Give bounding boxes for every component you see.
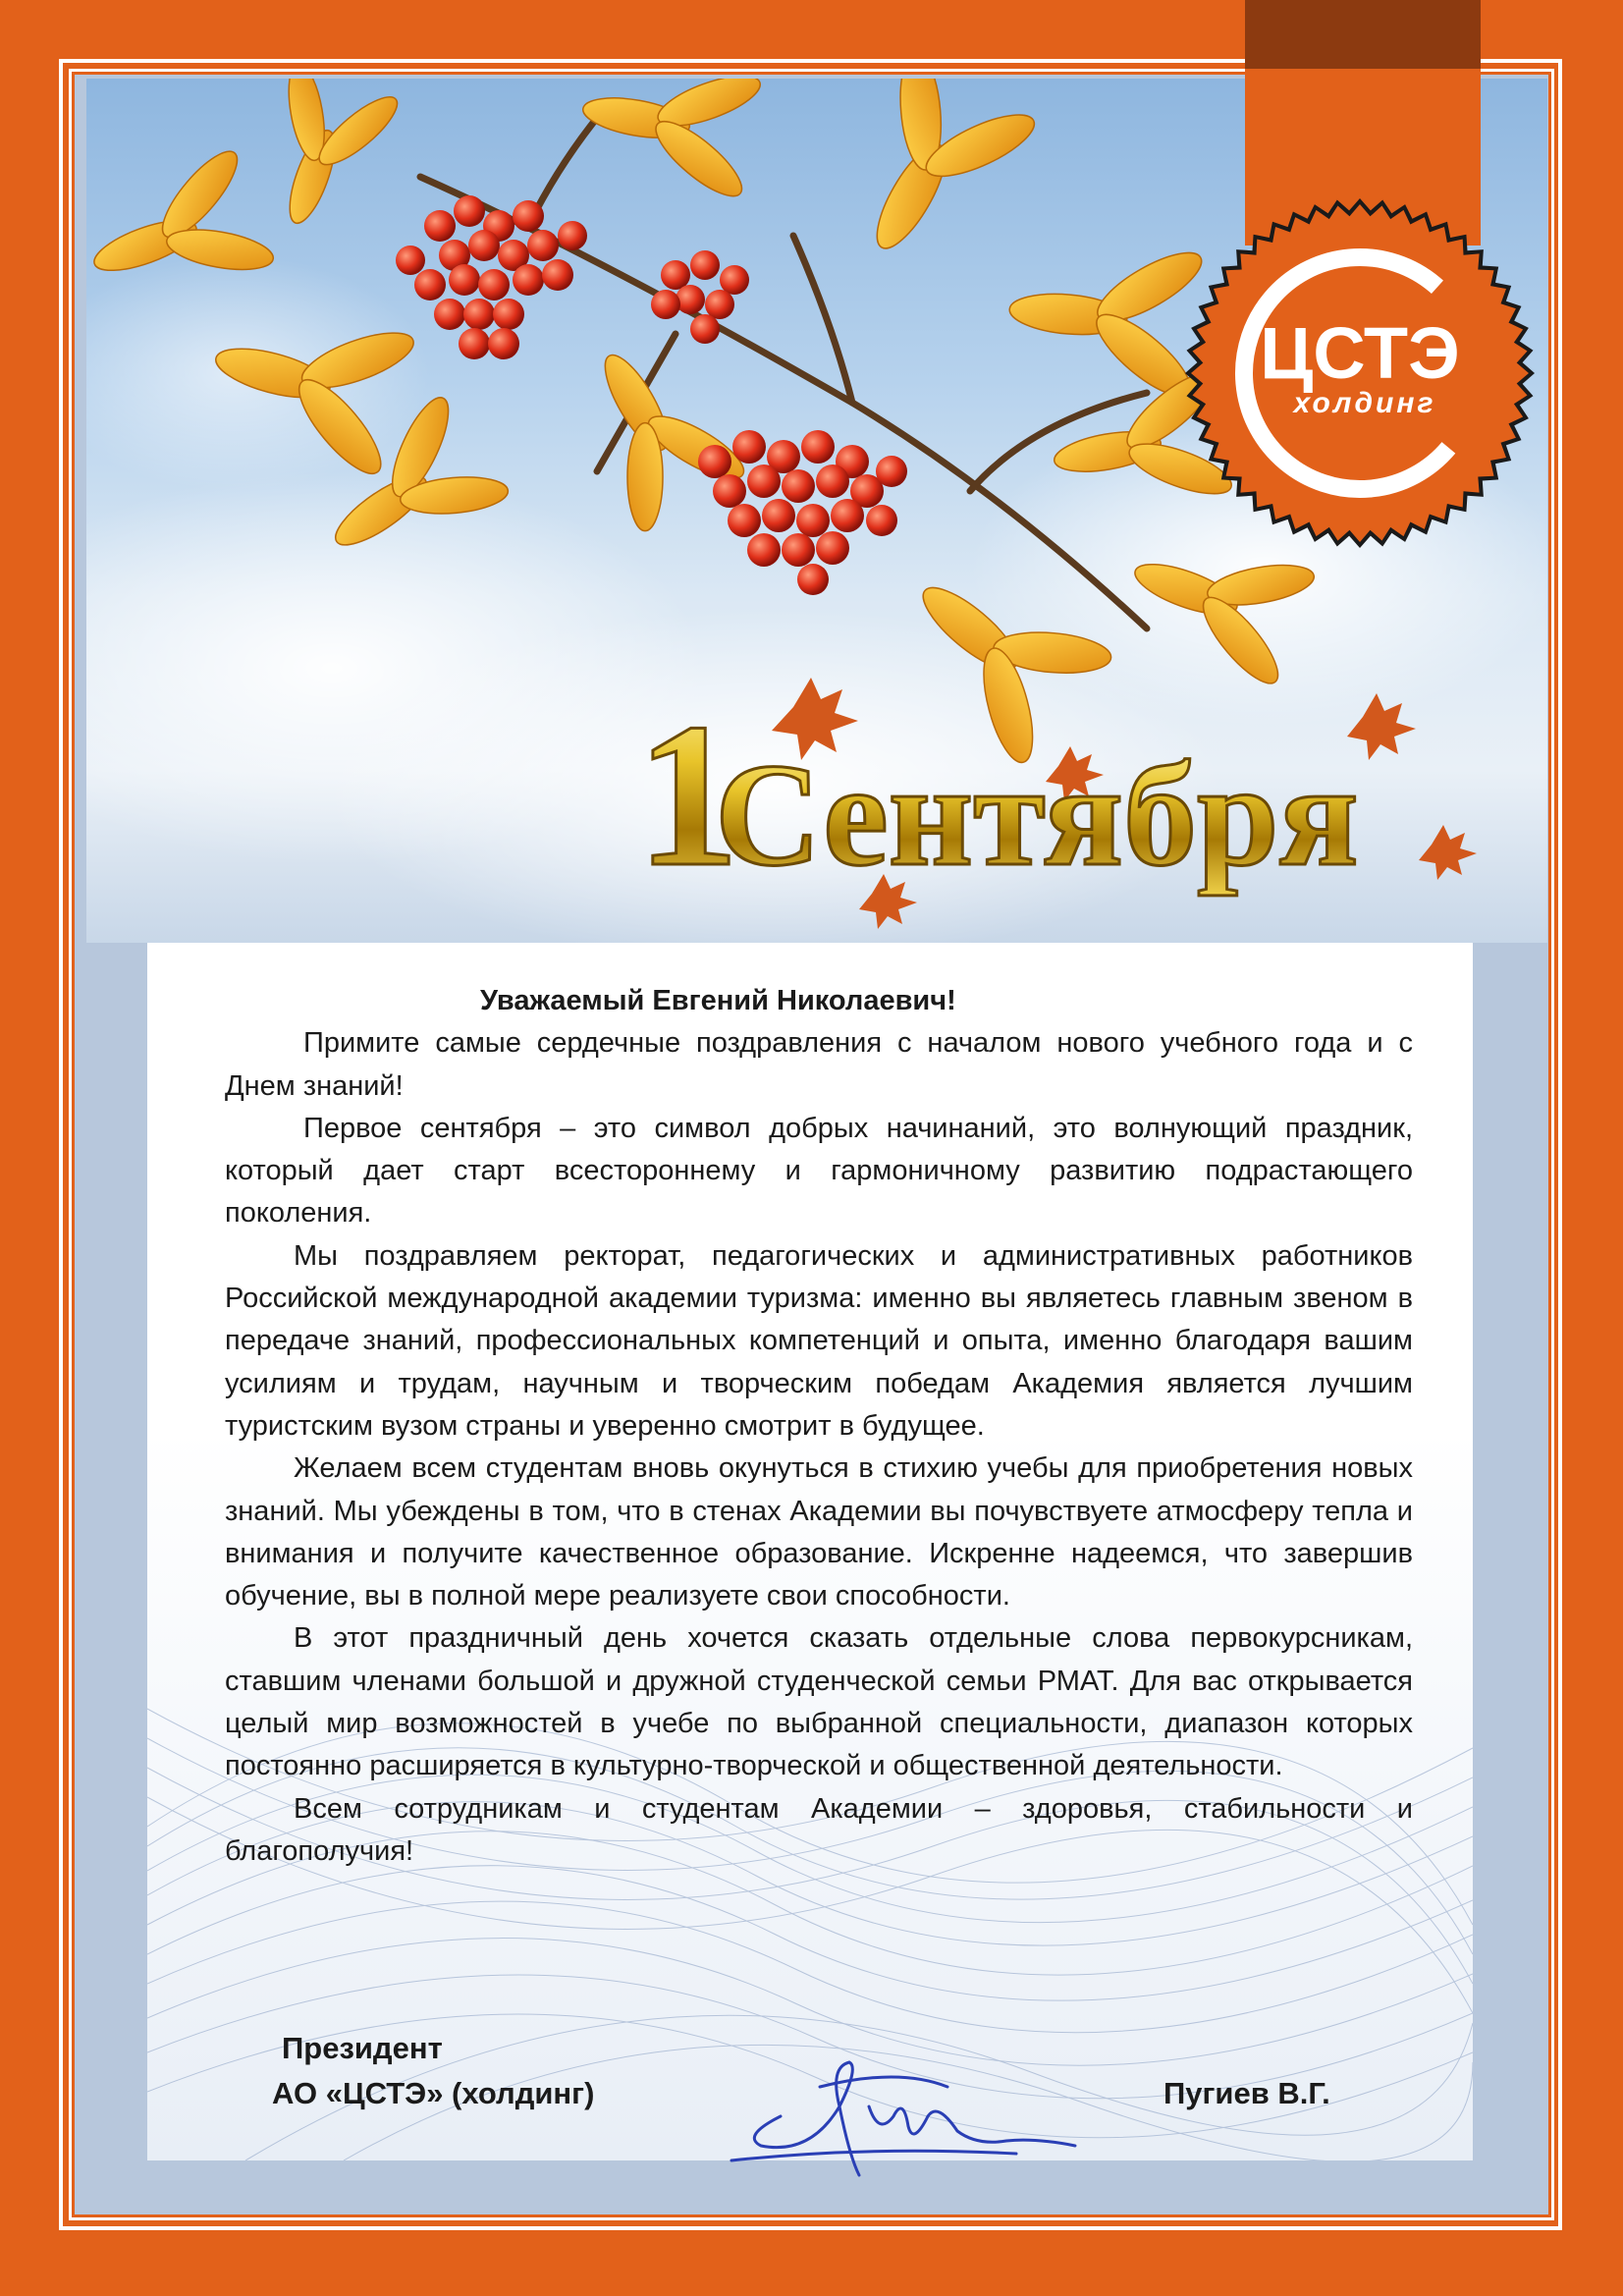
headline-word: Сентября: [715, 734, 1359, 897]
letter-text: [225, 980, 1413, 1873]
letter-greeting: Уважаемый Евгений Николаевич!: [480, 985, 956, 1016]
seal-line2: холдинг: [1293, 387, 1436, 419]
letter-paragraph-5: В этот праздничный день хочется сказать отдельные слова первокурсникам, ставшим членами большой и дружной студенческой семьи РМАТ. Для вас открывается целый мир возможностей в учебе по выбранной специальности, диапазон которых постоянно расширяется в культурно-творческой и общественной деятельности.: [225, 1622, 1413, 1782]
letter-paragraph-4: Желаем всем студентам вновь окунуться в стихию учебы для приобретения новых знаний. Мы убеждены в том, что в стенах Академии вы почувствуете атмосферу тепла и внимания и получите качественное образование. Искренне надеемся, что завершив обучение, вы в полной мере реализуете свои способности.: [225, 1452, 1413, 1613]
seal-line1: ЦСТЭ: [1260, 312, 1460, 394]
handwritten-signature: [722, 2048, 1095, 2185]
letter-paragraph-1: Примите самые сердечные поздравления с началом нового учебного года и с Днем знаний!: [225, 1027, 1413, 1102]
letter-paragraph-3: Мы поздравляем ректорат, педагогических и административных работников Российской международной академии туризма: именно вы являетесь главным звеном в передаче знаний, профессиональных компетенций и опыта, именно благодаря вашим усилиям и трудам, научным и творческим победам Академия является лучшим туристским вузом страны и уверенно смотрит в будущее.: [225, 1239, 1413, 1442]
letter-body-panel: [147, 943, 1473, 2160]
letter-paragraph-2: Первое сентября – это символ добрых начинаний, это волнующий праздник, который дает старт всестороннему и гармоничному развитию подрастающего поколения.: [225, 1112, 1413, 1230]
signature-organization: АО «ЦСТЭ» (холдинг): [272, 2076, 595, 2110]
signature-name: Пугиев В.Г.: [1163, 2076, 1330, 2110]
headline-number: 1: [636, 682, 739, 909]
ribbon-shadow: [1245, 0, 1481, 69]
letter-paragraph-6: Всем сотрудникам и студентам Академии – здоровья, стабильности и благополучия!: [225, 1792, 1413, 1867]
signature-position: Президент: [282, 2031, 443, 2065]
cste-holding-seal-logo: [1178, 191, 1542, 555]
